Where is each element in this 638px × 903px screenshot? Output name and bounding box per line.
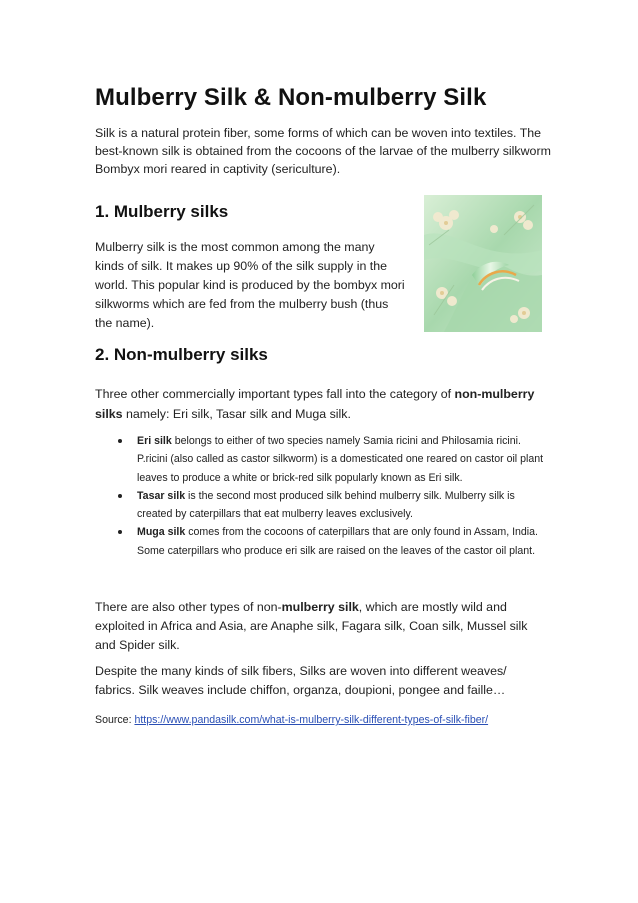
item-name: Tasar silk	[137, 489, 186, 502]
source-label: Source:	[95, 714, 135, 726]
other-types-paragraph	[95, 598, 545, 656]
bullet-icon	[118, 439, 122, 443]
item-name: Muga silk	[137, 526, 186, 539]
source-line	[95, 712, 555, 728]
non-mulberry-intro-text: Three other commercially important types fall into the category of	[95, 387, 455, 401]
silk-fabric-illustration	[424, 195, 542, 332]
list-item-muga	[95, 523, 550, 560]
other-types-rest: , which are mostly wild and exploited in Africa and Asia, are Anaphe silk, Fagara silk, Coan silk, Mussel silk and Spider silk.	[95, 600, 528, 653]
item-text: is the second most produced silk behind mulberry silk. Mulberry silk is created by caterpillars that eat mulberry leaves exclusively.	[137, 489, 515, 521]
mulberry-paragraph: Mulberry silk is the most common among the many kinds of silk. It makes up 90% of the silk supply in the world. This popular kind is produced by the bombyx mori silkworms which are fed from the mulberry bush (thus the name).	[95, 240, 405, 330]
other-types-bold: mulberry silk	[281, 600, 359, 614]
mulberry-heading: 1. Mulberry silks	[95, 202, 229, 221]
non-mulberry-intro-bold: non-mulberry silks	[95, 387, 535, 421]
bullet-icon	[118, 494, 122, 498]
silk-types-list	[95, 432, 550, 560]
silk-fabric-image	[424, 195, 542, 332]
non-mulberry-intro	[95, 384, 545, 424]
list-item-tasar	[95, 487, 550, 524]
bullet-icon	[118, 530, 122, 534]
item-name: Eri silk	[137, 435, 172, 447]
intro-paragraph: Silk is a natural protein fiber, some forms of which can be woven into textiles. The best-known silk is obtained from the cocoons of the larvae of the mulberry silkworm Bombyx mori reared in captivity (sericulture).	[95, 126, 551, 177]
page-title: Mulberry Silk & Non-mulberry Silk	[95, 84, 487, 111]
weaves-paragraph: Despite the many kinds of silk fibers, Silks are woven into different weaves/ fabrics. Silk weaves include chiffon, organza, doupioni, pongee and faille…	[95, 664, 507, 698]
list-item-eri	[95, 432, 550, 487]
item-text: comes from the cocoons of caterpillars that are only found in Assam, India. Some caterpillars who produce eri silk are raised on the leaves of the castor oil plant.	[137, 526, 538, 557]
other-types-text: There are also other types of non-	[95, 600, 282, 614]
non-mulberry-intro-rest: namely: Eri silk, Tasar silk and Muga silk.	[122, 407, 351, 421]
source-link[interactable]: https://www.pandasilk.com/what-is-mulberry-silk-different-types-of-silk-fiber/	[134, 714, 489, 726]
non-mulberry-heading: 2. Non-mulberry silks	[95, 345, 268, 364]
item-text: belongs to either of two species namely Samia ricini and Philosamia ricini. P.ricini (also called as castor silkworm) is a domesticated one reared on castor oil plant leaves to produce a white or brick-red silk popularly known as Eri silk.	[137, 435, 544, 484]
